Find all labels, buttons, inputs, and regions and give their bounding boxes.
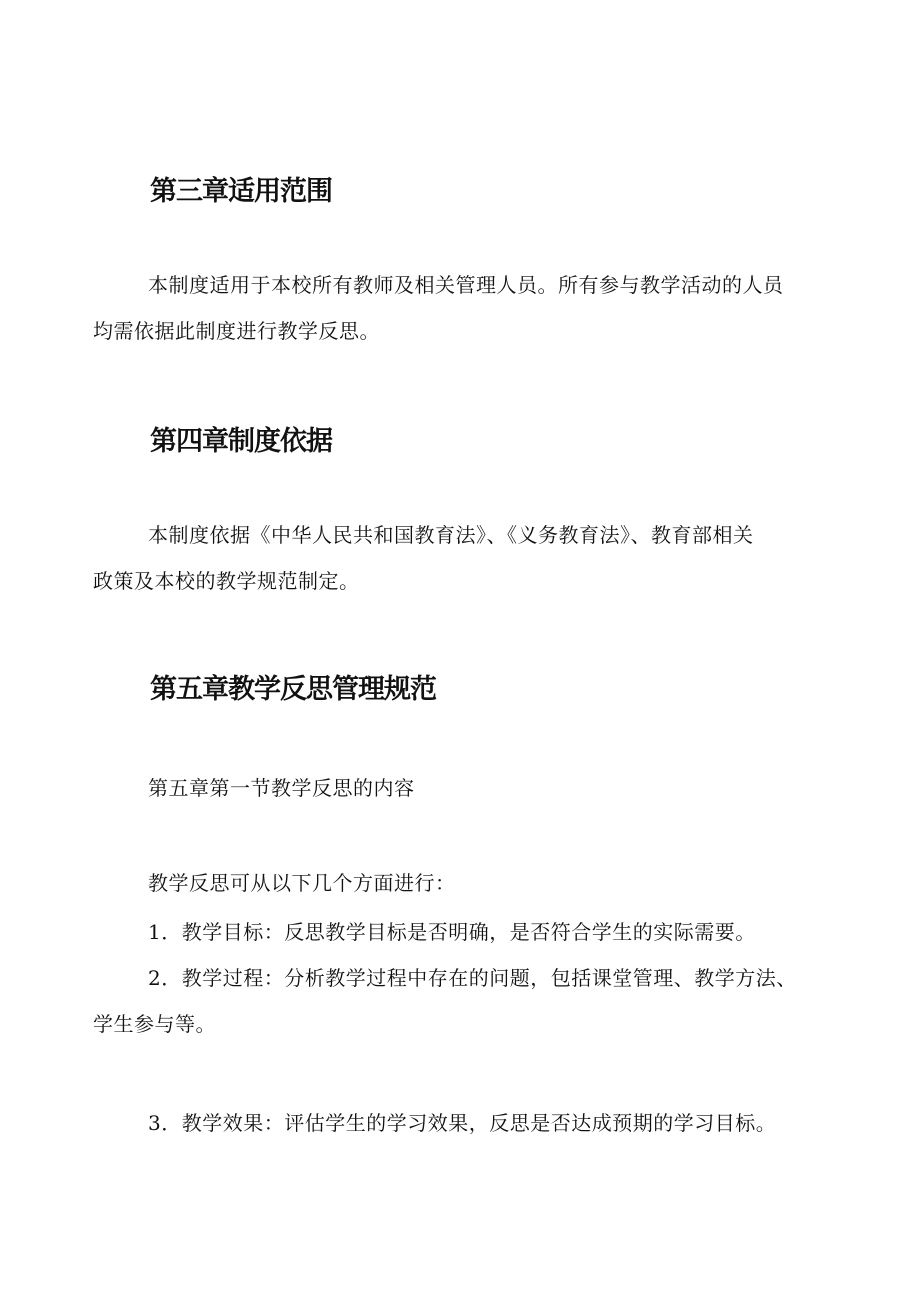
list-item-2-line-1: 2．教学过程：分析教学过程中存在的问题，包括课堂管理、教学方法、 — [148, 966, 797, 990]
list-item-3: 3．教学效果：评估学生的学习效果，反思是否达成预期的学习目标。 — [148, 1111, 777, 1135]
chapter-5-heading: 第五章教学反思管理规范 — [150, 674, 436, 705]
section-title: 第五章第一节教学反思的内容 — [148, 776, 415, 800]
list-item-1: 1．教学目标：反思教学目标是否明确，是否符合学生的实际需要。 — [148, 920, 756, 944]
chapter-4-paragraph-line-2: 政策及本校的教学规范制定。 — [93, 569, 360, 593]
chapter-3-paragraph-line-1: 本制度适用于本校所有教师及相关管理人员。所有参与教学活动的人员 — [148, 273, 784, 297]
list-item-2-line-2: 学生参与等。 — [93, 1012, 216, 1036]
chapter-3-paragraph-line-2: 均需依据此制度进行教学反思。 — [93, 319, 380, 343]
chapter-4-paragraph — [93, 512, 828, 604]
chapter-3-heading: 第三章适用范围 — [150, 176, 332, 207]
chapter-4-paragraph-line-1: 本制度依据《中华人民共和国教育法》、《义务教育法》、教育部相关 — [148, 523, 754, 547]
chapter-4-heading: 第四章制度依据 — [150, 426, 332, 457]
list-item-2 — [93, 955, 828, 1047]
intro-text: 教学反思可从以下几个方面进行： — [148, 871, 456, 895]
chapter-3-paragraph — [93, 262, 828, 354]
